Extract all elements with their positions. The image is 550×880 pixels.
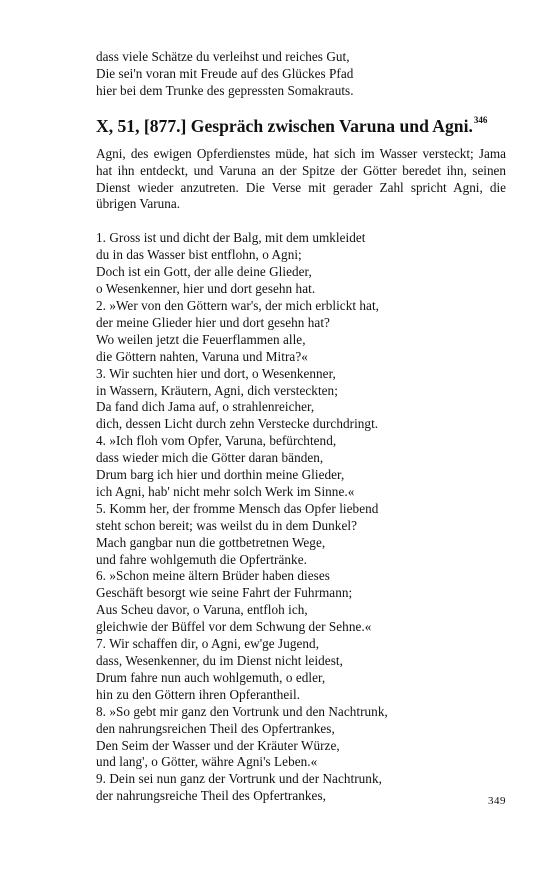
poem-line: die Göttern nahten, Varuna und Mitra?« <box>96 348 308 364</box>
poem-line: 4. »Ich floh vom Opfer, Varuna, befürchtend, <box>96 433 337 449</box>
page-number: 349 <box>488 795 506 807</box>
verse-line: hier bei dem Trunke des gepressten Somakrauts. <box>96 82 354 98</box>
poem-line: Aus Scheu davor, o Varuna, entfloh ich, <box>96 602 308 618</box>
poem-line: 9. Dein sei nun ganz der Vortrunk und der Nachtrunk, <box>96 771 382 787</box>
poem-line: steht schon bereit; was weilst du in dem Dunkel? <box>96 517 357 533</box>
poem-line: Mach gangbar nun die gottbetretnen Wege, <box>96 534 326 550</box>
poem-line: Geschäft besorgt wie seine Fahrt der Fuhrmann; <box>96 585 353 601</box>
poem-line: ich Agni, hab' nicht mehr solch Werk im Sinne.« <box>96 483 355 499</box>
poem-line: 2. »Wer von den Göttern war's, der mich erblickt hat, <box>96 297 380 313</box>
poem-line: Den Seim der Wasser und der Kräuter Würze, <box>96 737 340 753</box>
poem-line: du in das Wasser bist entflohn, o Agni; <box>96 247 302 263</box>
poem-line: und lang', o Götter, währe Agni's Leben.« <box>96 754 318 770</box>
poem-line: Wo weilen jetzt die Feuerflammen alle, <box>96 331 306 347</box>
poem-line: den nahrungsreichen Theil des Opfertrankes, <box>96 720 335 736</box>
poem <box>96 230 506 805</box>
poem-line: der meine Glieder hier und dort gesehn hat? <box>96 314 330 330</box>
poem-line: hin zu den Göttern ihren Opferantheil. <box>96 686 301 702</box>
poem-line: o Wesenkenner, hier und dort gesehn hat. <box>96 281 316 297</box>
section-heading-text: X, 51, [877.] Gespräch zwischen Varuna und Agni. <box>96 115 473 136</box>
poem-line: gleichwie der Büffel vor dem Schwung der Sehne.« <box>96 619 372 635</box>
poem-line: dass wieder mich die Götter daran bänden, <box>96 450 324 466</box>
poem-line: 5. Komm her, der fromme Mensch das Opfer liebend <box>96 500 379 516</box>
poem-line: Da fand dich Jama auf, o strahlenreicher, <box>96 399 315 415</box>
poem-line: der nahrungsreiche Theil des Opfertrankes, <box>96 788 326 804</box>
section-heading <box>96 114 506 138</box>
poem-line: 7. Wir schaffen dir, o Agni, ew'ge Jugend, <box>96 636 320 652</box>
poem-line: Doch ist ein Gott, der alle deine Glieder, <box>96 264 312 280</box>
poem-line: und fahre wohlgemuth die Opfertränke. <box>96 551 307 567</box>
verse-line: dass viele Schätze du verleihst und reiches Gut, <box>96 49 350 64</box>
opening-verses <box>96 49 506 100</box>
poem-line: in Wassern, Kräutern, Agni, dich versteckten; <box>96 382 338 398</box>
poem-line: Drum barg ich hier und dorthin meine Glieder, <box>96 467 345 483</box>
poem-line: 3. Wir suchten hier und dort, o Wesenkenner, <box>96 365 336 381</box>
poem-line: dich, dessen Licht durch zehn Verstecke durchdringt. <box>96 416 379 432</box>
verse-line: Die sei'n voran mit Freude auf des Glückes Pfad <box>96 65 354 81</box>
poem-line: 1. Gross ist und dicht der Balg, mit dem umkleidet <box>96 230 366 246</box>
poem-line: dass, Wesenkenner, du im Dienst nicht leidest, <box>96 653 343 668</box>
poem-line: 6. »Schon meine ältern Brüder haben dieses <box>96 568 330 584</box>
poem-line: 8. »So gebt mir ganz den Vortrunk und den Nachtrunk, <box>96 703 388 719</box>
page-content <box>96 49 506 805</box>
poem-line: Drum fahre nun auch wohlgemuth, o edler, <box>96 669 326 685</box>
footnote-marker[interactable]: 346 <box>473 114 488 125</box>
intro-paragraph: Agni, des ewigen Opferdienstes müde, hat sich im Wasser versteckt; Jama hat ihn entdeckt, und Varuna an der Spitze der Götter beredet ihn, seinen Dienst wieder anzutreten. Die Verse mit gerader Zahl spricht Agni, die übrigen Varuna. <box>96 145 506 212</box>
